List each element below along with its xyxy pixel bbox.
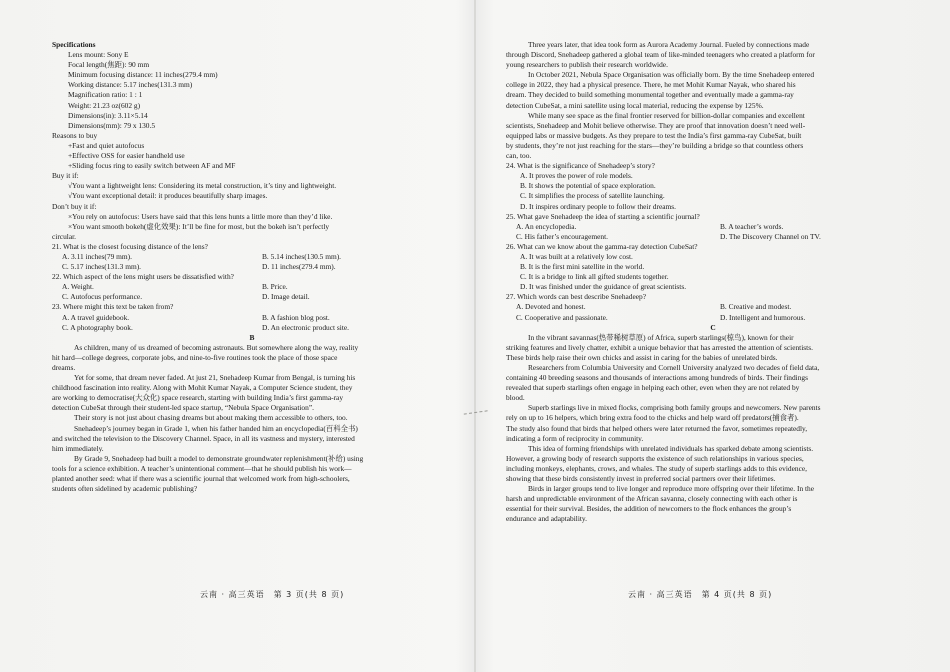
passage-b-cont-line: through Discord, Snehadeep gathered a global team of like-minded teenagers who created a platform for (506, 50, 815, 60)
page-footer-left: 云南 · 高三英语 第 3 页(共 8 页) (200, 590, 345, 599)
passage-b-cont-line: young researchers to publish their research worldwide. (506, 60, 668, 70)
passage-c-line: Researchers from Columbia University and Cornell University analyzed two decades of field data, (528, 363, 820, 372)
passage-b-line: are working to democratise(大众化) space research, starting with building India’s first gamma-ray (52, 393, 344, 403)
passage-c-line: In the vibrant savannas(热带稀树草原) of Africa, superb starlings(椋鸟), known for their (528, 332, 794, 342)
passage-b-line: Their story is not just about chasing dreams but about making them accessible to others, too. (74, 413, 348, 423)
question-23: 23. Where might this text be taken from? (52, 302, 174, 312)
option-d: D. An electronic product site. (262, 322, 350, 332)
passage-b-line: students often sidelined by academic publishing? (52, 484, 198, 494)
passage-c-line: rely on up to 16 helpers, which bring extra food to the chicks and help ward off predators(捕食者). (506, 413, 799, 423)
option-d: D. It inspires ordinary people to follow their dreams. (520, 201, 676, 211)
spec-line: Minimum focusing distance: 11 inches(279.4 mm) (68, 70, 218, 80)
spec-line: Weight: 21.23 oz(602 g) (68, 100, 141, 110)
passage-b-line: As children, many of us dreamed of becoming astronauts. But somewhere along the way, reality (74, 342, 359, 352)
passage-c-line: Superb starlings live in mixed flocks, comprising both family groups and newcomers. New parents (528, 403, 821, 413)
question-25: 25. What gave Snehadeep the idea of starting a scientific journal? (506, 211, 700, 221)
passage-b-line: tools for a science exhibition. A teacher’s unintentional comment—that he should publish his work— (52, 463, 352, 473)
passage-c-line: revealed that superb starlings often engage in helping each other, even when they are not related by (506, 383, 800, 393)
passage-b-cont-line: detection CubeSat, a mini satellite using local material, reducing the expense by 125%. (506, 100, 764, 110)
right-page (476, 0, 950, 672)
buy-line: √You want a lightweight lens: Considering its metal construction, it’s tiny and lightweight. (68, 181, 337, 191)
section-c-heading: C (710, 322, 716, 332)
options-row (506, 313, 920, 323)
passage-c-line: This idea of forming friendships with unrelated individuals has sparked debate among scientists. (528, 443, 814, 453)
passage-c-line: endurance and adaptability. (506, 514, 587, 524)
option-c: C. Cooperative and passionate. (516, 312, 608, 322)
option-c: C. Autofocus performance. (62, 292, 143, 302)
passage-c-line: indicating a form of reciprocity in community. (506, 433, 644, 443)
question-21: 21. What is the closest focusing distance of the lens? (52, 241, 208, 251)
option-d: D. Intelligent and humorous. (720, 312, 806, 322)
option-c: C. It is a bridge to link all gifted students together. (520, 272, 669, 282)
right-column (506, 40, 920, 525)
option-d: D. It was finished under the guidance of great scientists. (520, 282, 687, 292)
spec-line: Dimensions(mm): 79 x 130.5 (68, 120, 156, 130)
options-row (52, 313, 452, 323)
option-a: A. It was built at a relatively low cost. (520, 251, 633, 261)
dont-title: Don’t buy it if: (52, 201, 97, 211)
page-footer-right: 云南 · 高三英语 第 4 页(共 8 页) (628, 590, 773, 599)
reasons-title: Reasons to buy (52, 130, 98, 140)
option-a: A. It proves the power of role models. (520, 171, 633, 181)
passage-b-line: detection CubeSat through their student-led space startup, “Nebula Space Organisation”. (52, 403, 314, 413)
option-c: C. A photography book. (62, 322, 133, 332)
passage-b-line: hit hard—college degrees, corporate jobs, and nine-to-five routines took the place of those space (52, 352, 338, 362)
question-22: 22. Which aspect of the lens might users be dissatisfied with? (52, 272, 234, 282)
spec-line: Dimensions(in): 3.11×5.14 (68, 110, 148, 120)
spec-line: Magnification ratio: 1 : 1 (68, 90, 143, 100)
spec-line: Focal length(焦距): 90 mm (68, 60, 150, 70)
passage-b-cont-line: dream. They decided to build something monumental together and eventually made a gamma-ray (506, 90, 794, 100)
passage-c-line: blood. (506, 393, 525, 403)
option-c: C. It simplifies the process of satellite launching. (520, 191, 665, 201)
question-24: 24. What is the significance of Snehadeep’s story? (506, 161, 655, 171)
passage-c-line: Birds in larger groups tend to live longer and reproduce more offspring over their lifetime. In the (528, 484, 815, 494)
passage-b-cont-line: In October 2021, Nebula Space Organisation was officially born. By the time Snehadeep entered (528, 70, 815, 80)
option-d: D. 11 inches(279.4 mm). (262, 262, 336, 272)
option-d: D. Image detail. (262, 292, 310, 302)
passage-b-cont-line: scientists, Snehadeep and Mohit believe otherwise. They are proof that innovation doesn’t need well- (506, 120, 806, 130)
question-27: 27. Which words can best describe Snehadeep? (506, 292, 647, 302)
dont-line: ×You rely on autofocus: Users have said that this lens hunts a little more than they’d like. (68, 211, 333, 221)
buy-title: Buy it if: (52, 171, 79, 181)
passage-c-line: showing that these birds consistently invest in preferred social partners over their lifetimes. (506, 474, 776, 484)
options-row (52, 252, 452, 262)
left-column (52, 40, 452, 494)
option-a: A. An encyclopedia. (516, 221, 577, 231)
option-b: B. A teacher’s words. (720, 221, 784, 231)
options-row (506, 222, 920, 232)
dont-line: ×You want smooth bokeh(虚化效果): It’ll be fine for most, but the bokeh isn’t perfectly (68, 221, 330, 231)
option-b: B. Creative and modest. (720, 302, 792, 312)
options-row (506, 302, 920, 312)
options-row (52, 262, 452, 272)
passage-c-line: However, a growing body of research supports the existence of such relationships in various species, (506, 453, 804, 463)
passage-c-line: The study also found that birds that helped others were later returned the favor, sometimes repeatedly, (506, 423, 808, 433)
option-b: B. It shows the potential of space exploration. (520, 181, 656, 191)
options-row (52, 323, 452, 333)
option-b: B. It is the first mini satellite in the world. (520, 262, 645, 272)
reason-line: +Sliding focus ring to easily switch between AF and MF (68, 161, 236, 171)
passage-c-line: These birds help raise their own chicks and assist in caring for the babies of unrelated birds. (506, 352, 778, 362)
spec-line: Working distance: 5.17 inches(131.3 mm) (68, 80, 193, 90)
passage-c-line: essential for their survival. Besides, the addition of newcomers to the flock enhances the group’s (506, 504, 792, 514)
dont-line-continued: circular. (52, 231, 77, 241)
buy-line: √You want exceptional detail: it produces beautifully sharp images. (68, 191, 268, 201)
option-d: D. The Discovery Channel on TV. (720, 231, 821, 241)
passage-b-line: dreams. (52, 363, 76, 372)
passage-b-cont-line: can, too. (506, 151, 532, 161)
options-row (52, 292, 452, 302)
option-b: B. Price. (262, 282, 288, 292)
option-b: B. A fashion blog post. (262, 312, 330, 322)
passage-b-line: planted another seed: what if there was a scientific journal that welcomed work from high-schoolers, (52, 474, 350, 484)
passage-c-line: containing 40 breeding seasons and thousands of interactions among hundreds of birds. Their findings (506, 373, 809, 383)
passage-b-cont-line: by students, they’re not just reaching for the stars—they’re building a bridge so that countless others (506, 140, 804, 150)
option-a: A. Devoted and honest. (516, 302, 586, 312)
passage-b-line: By Grade 9, Snehadeep had built a model to demonstrate groundwater replenishment(补给) using (74, 453, 364, 463)
options-row (52, 282, 452, 292)
passage-b-cont-line: equipped labs or massive budgets. As they prepare to test the India’s first gamma-ray CubeSat, built (506, 130, 802, 140)
passage-b-line: him immediately. (52, 443, 104, 453)
passage-b-cont-line: Three years later, that idea took form as Aurora Academy Journal. Fueled by connections made (528, 40, 810, 49)
option-c: C. His father’s encouragement. (516, 231, 609, 241)
passage-b-line: Yet for some, that dream never faded. At just 21, Snehadeep Kumar from Bengal, is turning his (74, 373, 356, 383)
options-row (506, 232, 920, 242)
passage-c-line: harsh and unpredictable environment of the African savanna, closely connecting with each other is (506, 494, 798, 504)
left-page (0, 0, 474, 672)
passage-b-line: childhood fascination into reality. Along with Mohit Kumar Nayak, a Computer Science student, they (52, 383, 353, 393)
passage-b-cont-line: While many see space as the final frontier reserved for billion-dollar companies and excellent (528, 110, 805, 120)
reason-line: +Effective OSS for easier handheld use (68, 151, 185, 161)
spec-title: Specifications (52, 40, 96, 49)
option-a: A. A travel guidebook. (62, 312, 130, 322)
passage-b-cont-line: college in 2022, they had a physical presence. There, he met Mohit Kumar Nayak, who shared his (506, 80, 796, 90)
passage-c-line: striking features and lively chatter, exhibit a unique behavior that has arrested the attention of scientists. (506, 342, 813, 352)
section-b-heading: B (249, 332, 255, 342)
option-c: C. 5.17 inches(131.3 mm). (62, 262, 142, 272)
option-a: A. Weight. (62, 282, 94, 292)
passage-b-line: and switched the television to the Discovery Channel. Space, in all its vastness and mystery, interested (52, 433, 355, 443)
spec-line: Lens mount: Sony E (68, 50, 129, 60)
question-26: 26. What can we know about the gamma-ray detection CubeSat? (506, 241, 698, 251)
reason-line: +Fast and quiet autofocus (68, 140, 145, 150)
passage-b-line: Snehadeep’s journey began in Grade 1, when his father handed him an encyclopedia(百科全书) (74, 423, 358, 433)
passage-c-line: including monkeys, elephants, crows, and whales. The study of superb starlings adds to this evidence, (506, 463, 807, 473)
option-a: A. 3.11 inches(79 mm). (62, 251, 132, 261)
option-b: B. 5.14 inches(130.5 mm). (262, 251, 342, 261)
